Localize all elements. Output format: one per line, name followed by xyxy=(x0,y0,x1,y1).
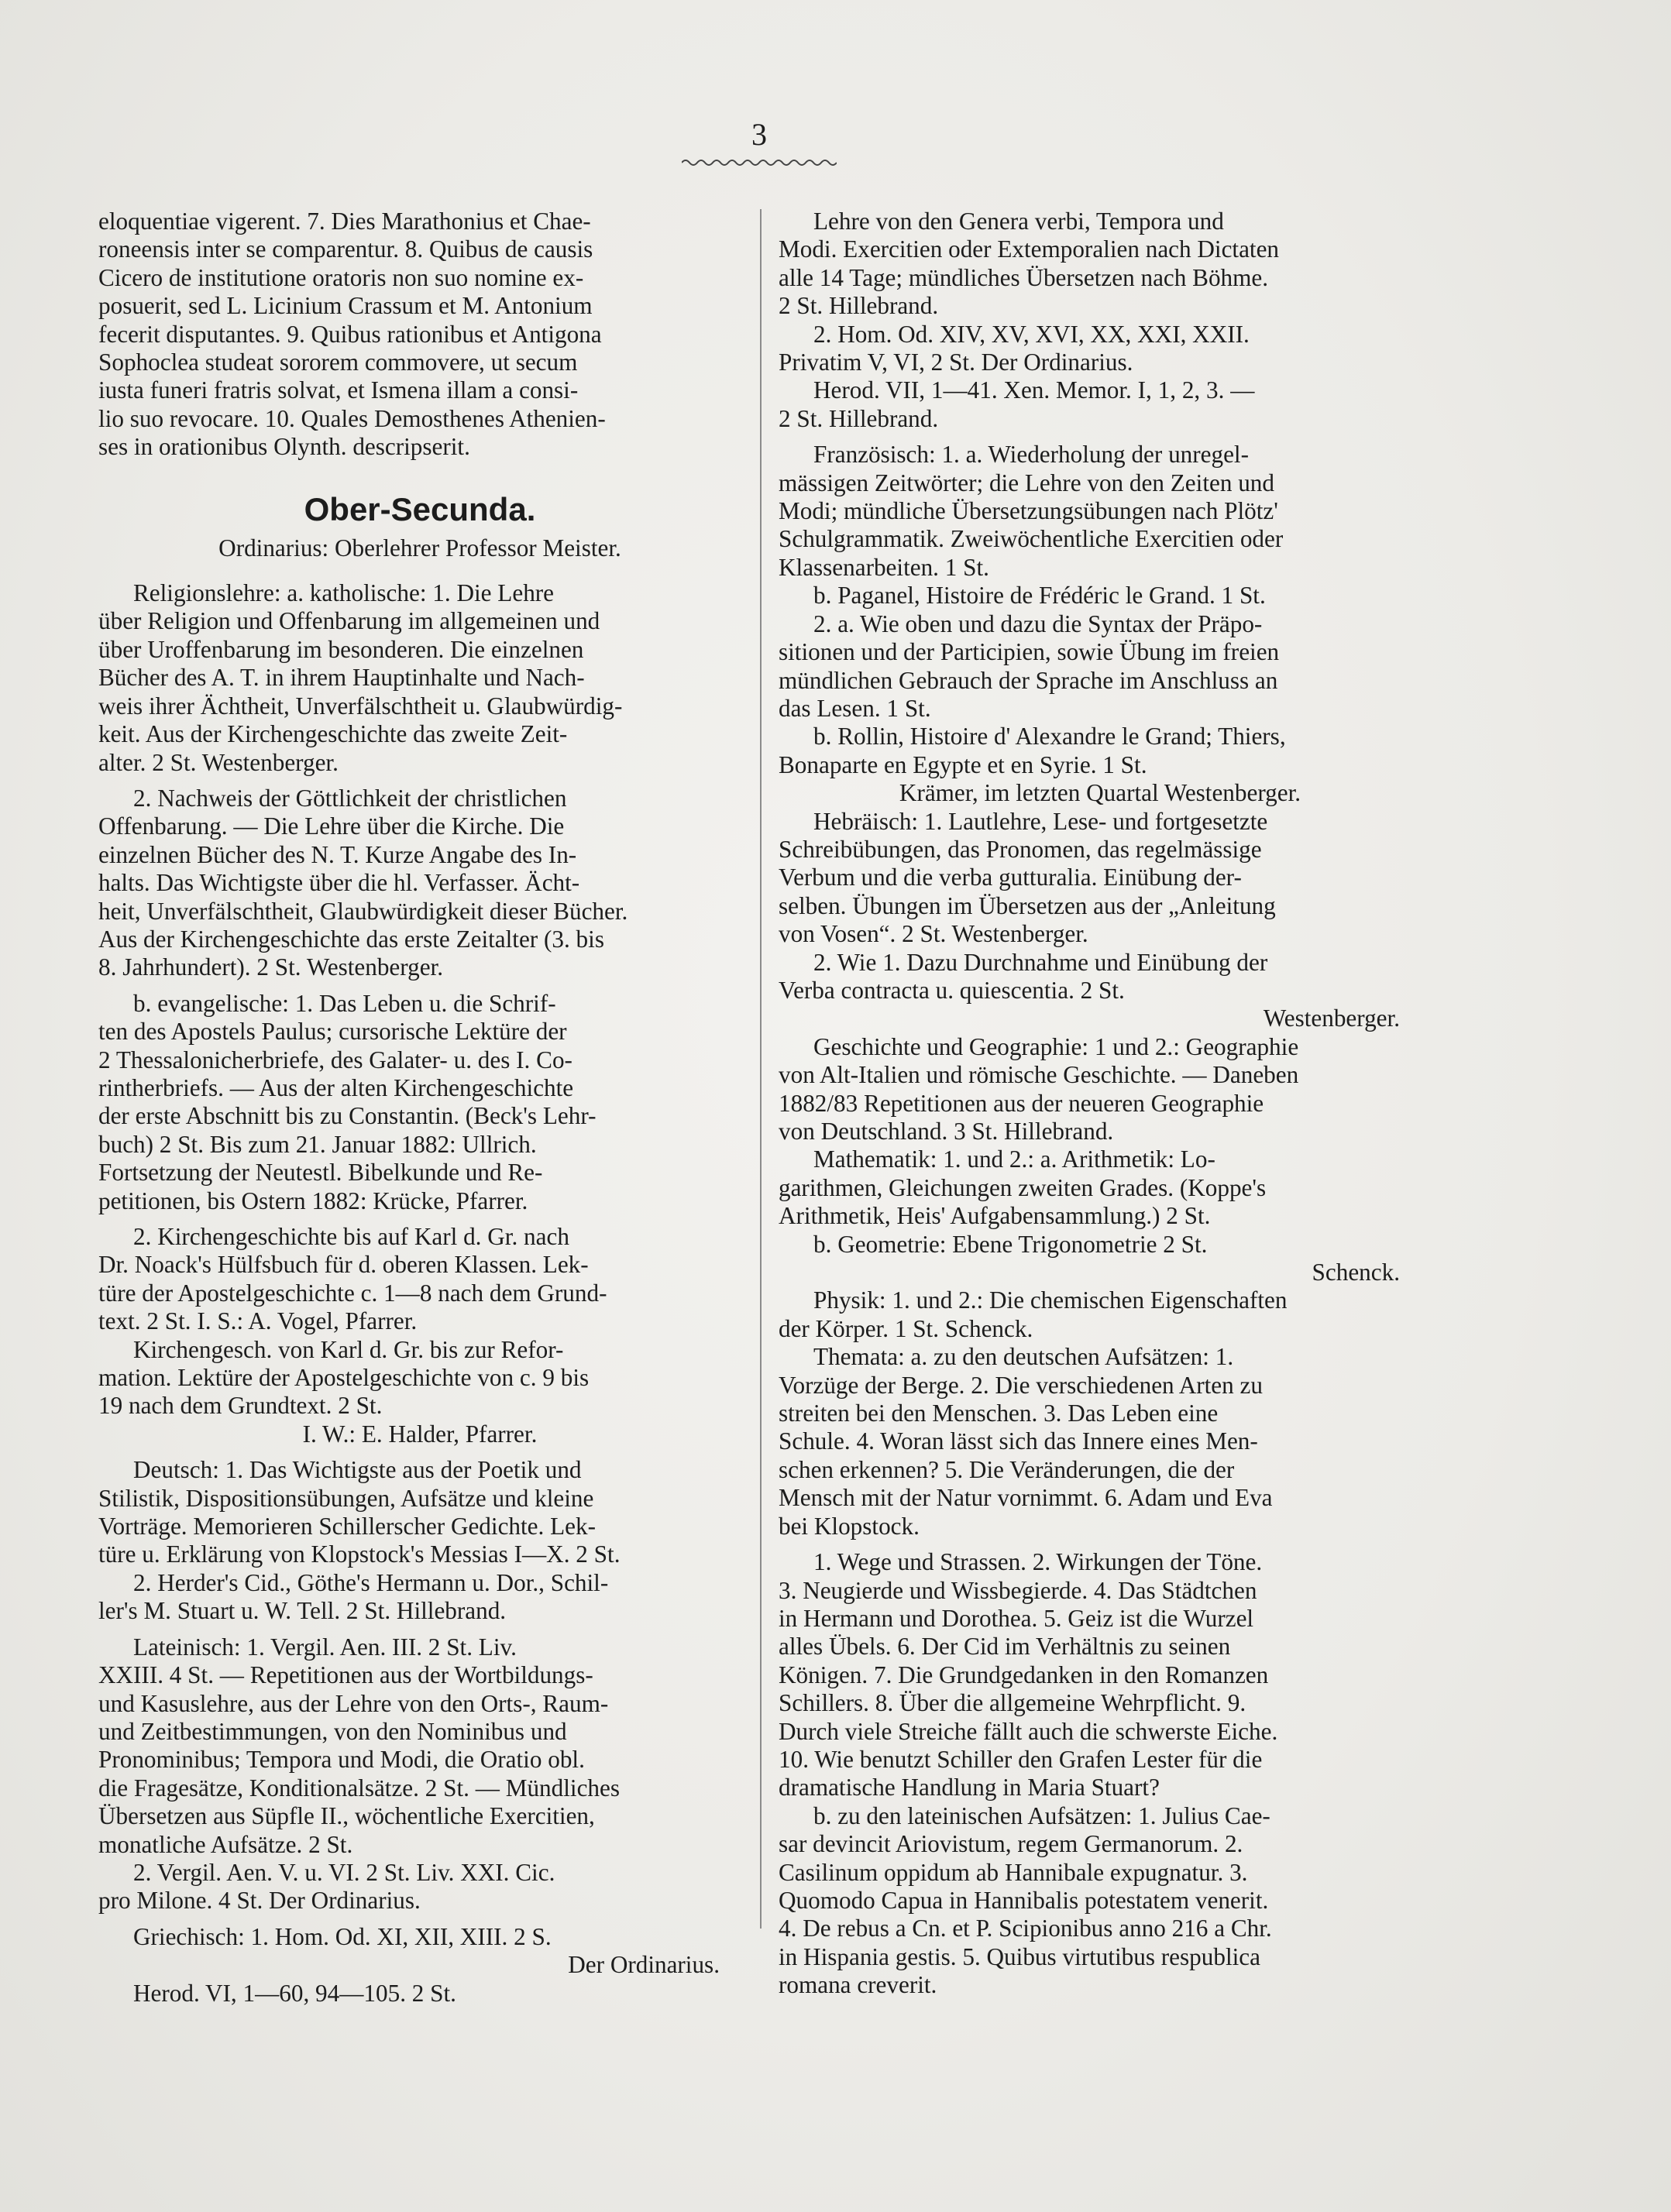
text-line: und Zeitbestimmungen, von den Nominibus und xyxy=(98,1717,567,1745)
greek-continuation-paragraph xyxy=(779,208,1422,433)
text-line: Dr. Noack's Hülfsbuch für d. oberen Klassen. Lek- xyxy=(98,1251,589,1279)
text-line: eloquentiae vigerent. 7. Dies Marathonius et Chae- xyxy=(98,208,591,235)
text-line: 10. Wie benutzt Schiller den Grafen Lester für die xyxy=(779,1745,1263,1773)
text-line: Kirchengesch. von Karl d. Gr. bis zur Refor- xyxy=(133,1335,564,1363)
hebraeisch-paragraph xyxy=(779,808,1422,1033)
text-line: türe der Apostelgeschichte c. 1—8 nach dem Grund- xyxy=(98,1279,607,1307)
text-line: Physik: 1. und 2.: Die chemischen Eigenschaften xyxy=(813,1286,1288,1314)
text-line: von Alt-Italien und römische Geschichte. — Daneben xyxy=(779,1061,1299,1089)
text-line: Westenberger. xyxy=(1263,1005,1400,1032)
griechisch-paragraph xyxy=(98,1923,741,2008)
text-line: 2. Hom. Od. XIV, XV, XVI, XX, XXI, XXII. xyxy=(813,320,1250,348)
text-line: pro Milone. 4 St. Der Ordinarius. xyxy=(98,1887,421,1915)
text-line: Herod. VI, 1—60, 94—105. 2 St. xyxy=(133,1979,456,2007)
text-line: rintherbriefs. — Aus der alten Kirchengeschichte xyxy=(98,1073,574,1101)
text-line: fecerit disputantes. 9. Quibus rationibus et Antigona xyxy=(98,320,602,348)
text-line: Offenbarung. — Die Lehre über die Kirche. Die xyxy=(98,812,565,840)
text-line: Hebräisch: 1. Lautlehre, Lese- und fortgesetzte xyxy=(813,807,1268,835)
text-line: 1882/83 Repetitionen aus der neueren Geographie xyxy=(779,1089,1264,1117)
text-line: der Körper. 1 St. Schenck. xyxy=(779,1314,1033,1342)
text-line: keit. Aus der Kirchengeschichte das zweite Zeit- xyxy=(98,720,568,748)
text-line: Aus der Kirchengeschichte das erste Zeitalter (3. bis xyxy=(98,925,604,953)
text-line: streiten bei den Menschen. 3. Das Leben eine xyxy=(779,1400,1219,1427)
franzoesisch-paragraph xyxy=(779,441,1422,807)
text-line: b. Geometrie: Ebene Trigonometrie 2 St. xyxy=(813,1230,1208,1258)
text-line: Der Ordinarius. xyxy=(568,1951,720,1979)
kirchengeschichte-paragraph xyxy=(98,1223,741,1448)
text-line: Pronominibus; Tempora und Modi, die Oratio obl. xyxy=(98,1746,585,1774)
text-line: petitionen, bis Ostern 1882: Krücke, Pfarrer. xyxy=(98,1187,528,1214)
text-line: 2 Thessalonicherbriefe, des Galater- u. des I. Co- xyxy=(98,1046,572,1073)
themata-2-paragraph xyxy=(779,1548,1422,1802)
page-number: 3 xyxy=(751,117,767,152)
text-line: b. Paganel, Histoire de Frédéric le Grand. 1 St. xyxy=(813,582,1266,610)
text-line: 2. Vergil. Aen. V. u. VI. 2 St. Liv. XXI. Cic. xyxy=(133,1858,555,1886)
text-line: 2 St. Hillebrand. xyxy=(779,292,939,320)
text-line: monatliche Aufsätze. 2 St. xyxy=(98,1830,353,1858)
text-line: 3. Neugierde und Wissbegierde. 4. Das Städtchen xyxy=(779,1576,1257,1604)
text-line: halts. Das Wichtigste über die hl. Verfasser. Ächt- xyxy=(98,869,580,897)
text-line: b. evangelische: 1. Das Leben u. die Schrif- xyxy=(133,989,556,1017)
text-line: Themata: a. zu den deutschen Aufsätzen: 1. xyxy=(813,1343,1234,1371)
section-title: Ober-Secunda. xyxy=(304,490,536,527)
text-line: lio suo revocare. 10. Quales Demosthenes Athenien- xyxy=(98,404,606,432)
text-line: iusta funeri fratris solvat, et Ismena illam a consi- xyxy=(98,376,579,404)
decorative-wavy-rule xyxy=(682,155,837,170)
text-line: und Kasuslehre, aus der Lehre von den Orts-, Raum- xyxy=(98,1689,609,1717)
text-line: Fortsetzung der Neutestl. Bibelkunde und Re- xyxy=(98,1159,543,1187)
text-line: Quomodo Capua in Hannibalis potestatem venerit. xyxy=(779,1886,1269,1914)
text-line: von Deutschland. 3 St. Hillebrand. xyxy=(779,1118,1114,1145)
text-line: mündlichen Gebrauch der Sprache im Anschluss an xyxy=(779,666,1278,694)
text-line: Religionslehre: a. katholische: 1. Die Lehre xyxy=(133,579,555,607)
text-line: mässigen Zeitwörter; die Lehre von den Zeiten und xyxy=(779,469,1274,496)
text-line: Casilinum oppidum ab Hannibale expugnatur. 3. xyxy=(779,1858,1248,1886)
geschichte-paragraph xyxy=(779,1033,1422,1146)
text-line: Privatim V, VI, 2 St. Der Ordinarius. xyxy=(779,349,1133,376)
text-line: Stilistik, Dispositionsübungen, Aufsätze und kleine xyxy=(98,1484,594,1512)
text-line: einzelnen Bücher des N. T. Kurze Angabe des In- xyxy=(98,840,577,868)
column-divider xyxy=(760,209,762,1929)
text-line: Deutsch: 1. Das Wichtigste aus der Poetik und xyxy=(133,1456,582,1484)
text-line: türe u. Erklärung von Klopstock's Messias I—X. 2 St. xyxy=(98,1540,621,1568)
text-line: in Hermann und Dorothea. 5. Geiz ist die Wurzel xyxy=(779,1604,1254,1632)
text-line: über Religion und Offenbarung im allgemeinen und xyxy=(98,607,600,635)
text-line: garithmen, Gleichungen zweiten Grades. (Koppe's xyxy=(779,1173,1267,1201)
religion-2-paragraph xyxy=(98,785,741,982)
text-line: über Uroffenbarung im besonderen. Die einzelnen xyxy=(98,635,584,663)
text-line: sitionen und der Participien, sowie Übung im freien xyxy=(779,638,1280,666)
text-line: alter. 2 St. Westenberger. xyxy=(98,748,339,776)
deutsch-paragraph xyxy=(98,1456,741,1625)
right-column xyxy=(779,208,1422,2000)
text-line: Mathematik: 1. und 2.: a. Arithmetik: Lo- xyxy=(813,1146,1215,1173)
text-line: 2. Wie 1. Dazu Durchnahme und Einübung der xyxy=(813,948,1268,976)
text-line: 19 nach dem Grundtext. 2 St. xyxy=(98,1392,383,1420)
text-line: in Hispania gestis. 5. Quibus virtutibus respublica xyxy=(779,1942,1260,1970)
intro-paragraph xyxy=(98,208,741,462)
text-line: 8. Jahrhundert). 2 St. Westenberger. xyxy=(98,953,443,981)
text-line: Französisch: 1. a. Wiederholung der unregel- xyxy=(813,441,1249,469)
religion-paragraph xyxy=(98,579,741,777)
left-column xyxy=(98,208,741,2008)
text-line: Lateinisch: 1. Vergil. Aen. III. 2 St. Liv. xyxy=(133,1633,517,1661)
text-line: mation. Lektüre der Apostelgeschichte von c. 9 bis xyxy=(98,1364,590,1392)
text-line: Klassenarbeiten. 1 St. xyxy=(779,553,989,581)
text-line: selben. Übungen im Übersetzen aus der „Anleitung xyxy=(779,891,1276,919)
text-line: Sophoclea studeat sororem commovere, ut secum xyxy=(98,349,578,376)
ordinarius-line: Ordinarius: Oberlehrer Professor Meister. xyxy=(218,534,621,562)
text-line: alle 14 Tage; mündliches Übersetzen nach Böhme. xyxy=(779,263,1269,291)
text-line: dramatische Handlung in Maria Stuart? xyxy=(779,1774,1160,1802)
text-line: Schule. 4. Woran lässt sich das Innere eines Men- xyxy=(779,1427,1258,1455)
text-line: Cicero de institutione oratoris non suo nomine ex- xyxy=(98,263,584,291)
text-line: Vorzüge der Berge. 2. Die verschiedenen Arten zu xyxy=(779,1371,1263,1399)
text-line: 2. Kirchengeschichte bis auf Karl d. Gr. nach xyxy=(133,1223,569,1250)
text-line: Bücher des A. T. in ihrem Hauptinhalte und Nach- xyxy=(98,664,585,692)
text-line: Arithmetik, Heis' Aufgabensammlung.) 2 St. xyxy=(779,1202,1211,1230)
text-line: Königen. 7. Die Grundgedanken in den Romanzen xyxy=(779,1661,1269,1688)
text-line: Schenck. xyxy=(1312,1259,1400,1286)
physik-paragraph xyxy=(779,1286,1422,1343)
text-line: Durch viele Streiche fällt auch die schwerste Eiche. xyxy=(779,1717,1278,1745)
text-line: Schillers. 8. Über die allgemeine Wehrpflicht. 9. xyxy=(779,1689,1246,1717)
text-line: 2. Nachweis der Göttlichkeit der christlichen xyxy=(133,784,567,812)
text-line: Vorträge. Memorieren Schillerscher Gedichte. Lek- xyxy=(98,1513,596,1540)
text-line: schen erkennen? 5. Die Veränderungen, die der xyxy=(779,1455,1235,1483)
text-line: Bonaparte en Egypte et en Syrie. 1 St. xyxy=(779,750,1147,778)
text-line: Verba contracta u. quiescentia. 2 St. xyxy=(779,976,1125,1004)
text-line: 2. Herder's Cid., Göthe's Hermann u. Dor., Schil- xyxy=(133,1568,609,1596)
text-line: XXIII. 4 St. — Repetitionen aus der Wortbildungs- xyxy=(98,1661,593,1689)
text-line: heit, Unverfälschtheit, Glaubwürdigkeit dieser Bücher. xyxy=(98,897,628,925)
mathematik-paragraph xyxy=(779,1146,1422,1286)
text-line: ses in orationibus Olynth. descripserit. xyxy=(98,433,470,461)
text-line: Verbum und die verba gutturalia. Einübung der- xyxy=(779,864,1242,891)
text-line: Modi; mündliche Übersetzungsübungen nach Plötz' xyxy=(779,497,1278,525)
text-line: die Fragesätze, Konditionalsätze. 2 St. — Mündliches xyxy=(98,1774,620,1802)
latein-aufsaetze-paragraph xyxy=(779,1802,1422,2000)
text-line: bei Klopstock. xyxy=(779,1512,920,1540)
text-line: roneensis inter se comparentur. 8. Quibus de causis xyxy=(98,235,593,263)
text-line: 2 St. Hillebrand. xyxy=(779,404,939,432)
text-line: Lehre von den Genera verbi, Tempora und xyxy=(813,208,1224,235)
text-line: Schreibübungen, das Pronomen, das regelmässige xyxy=(779,835,1262,863)
text-line: 4. De rebus a Cn. et P. Scipionibus anno 216 a Chr. xyxy=(779,1915,1272,1942)
text-line: ten des Apostels Paulus; cursorische Lektüre der xyxy=(98,1018,567,1046)
text-line: Geschichte und Geographie: 1 und 2.: Geographie xyxy=(813,1032,1299,1060)
latein-paragraph xyxy=(98,1633,741,1915)
text-line: sar devincit Ariovistum, regem Germanorum. 2. xyxy=(779,1830,1243,1858)
text-line: das Lesen. 1 St. xyxy=(779,694,931,722)
text-line: text. 2 St. I. S.: A. Vogel, Pfarrer. xyxy=(98,1307,418,1335)
text-line: romana creverit. xyxy=(779,1971,937,1999)
text-line: Krämer, im letzten Quartal Westenberger. xyxy=(899,779,1301,807)
text-line: weis ihrer Ächtheit, Unverfälschtheit u. Glaubwürdig- xyxy=(98,692,623,720)
text-line: I. W.: E. Halder, Pfarrer. xyxy=(302,1420,538,1448)
text-line: Herod. VII, 1—41. Xen. Memor. I, 1, 2, 3. — xyxy=(813,376,1255,404)
text-line: b. Rollin, Histoire d' Alexandre le Grand; Thiers, xyxy=(813,723,1286,750)
text-line: Übersetzen aus Süpfle II., wöchentliche Exercitien, xyxy=(98,1802,595,1830)
text-line: Schulgrammatik. Zweiwöchentliche Exercitien oder xyxy=(779,525,1284,553)
text-line: 1. Wege und Strassen. 2. Wirkungen der Töne. xyxy=(813,1548,1263,1576)
themata-paragraph xyxy=(779,1343,1422,1540)
text-line: Modi. Exercitien oder Extemporalien nach Dictaten xyxy=(779,235,1280,263)
text-line: von Vosen“. 2 St. Westenberger. xyxy=(779,920,1088,948)
text-line: buch) 2 St. Bis zum 21. Januar 1882: Ullrich. xyxy=(98,1130,537,1158)
text-line: ler's M. Stuart u. W. Tell. 2 St. Hillebrand. xyxy=(98,1597,507,1625)
text-line: posuerit, sed L. Licinium Crassum et M. Antonium xyxy=(98,292,593,320)
text-line: der erste Abschnitt bis zu Constantin. (Beck's Lehr- xyxy=(98,1102,597,1130)
evangelisch-paragraph xyxy=(98,990,741,1215)
text-line: Mensch mit der Natur vornimmt. 6. Adam und Eva xyxy=(779,1484,1273,1512)
text-line: Griechisch: 1. Hom. Od. XI, XII, XIII. 2 S. xyxy=(133,1922,552,1950)
text-line: alles Übels. 6. Der Cid im Verhältnis zu seinen xyxy=(779,1633,1231,1661)
text-line: b. zu den lateinischen Aufsätzen: 1. Julius Cae- xyxy=(813,1802,1270,1829)
text-line: 2. a. Wie oben und dazu die Syntax der Präpo- xyxy=(813,610,1263,637)
